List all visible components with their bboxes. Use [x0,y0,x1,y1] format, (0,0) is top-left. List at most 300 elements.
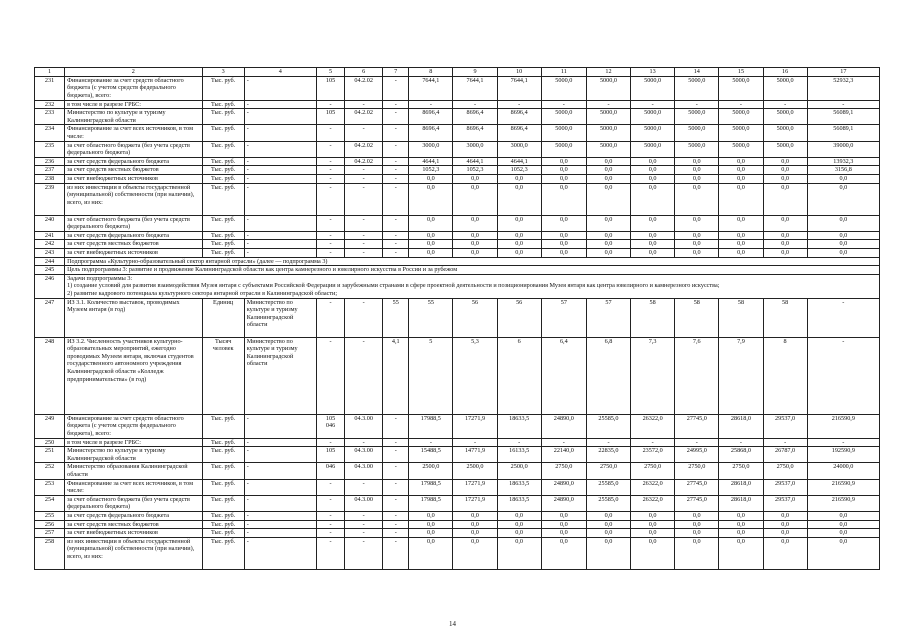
table-cell: 0,0 [631,231,675,240]
table-cell: 23572,0 [631,447,675,463]
table-cell: 0,0 [719,174,763,183]
table-cell: 26322,0 [631,414,675,438]
table-cell: в том числе в разрезе ГРБС: [65,100,202,109]
table-cell: 04.3.00 [345,495,383,511]
column-number: 1 [35,68,65,77]
table-cell: Тыс. руб. [202,125,244,141]
table-cell: 58 [631,298,675,337]
table-cell: 0,0 [631,166,675,175]
table-cell: 248 [35,337,65,414]
table-cell: 0,0 [497,529,541,538]
table-cell: - [244,166,316,175]
column-number: 9 [453,68,497,77]
table-cell: 240 [35,215,65,231]
table-cell: 18633,5 [497,495,541,511]
table-cell: 216590,9 [807,495,879,511]
table-cell: - [316,125,344,141]
table-cell: - [675,438,719,447]
table-cell: - [316,529,344,538]
table-cell: 0,0 [719,183,763,215]
table-cell: 0,0 [586,231,630,240]
table-cell: 0,0 [719,166,763,175]
table-cell: - [345,529,383,538]
table-cell: 238 [35,174,65,183]
table-cell: 0,0 [763,166,807,175]
table-cell: 105 [316,109,344,125]
subprogram-row [35,257,880,266]
table-cell: 5000,0 [675,125,719,141]
table-cell: 22835,0 [586,447,630,463]
table-cell: 28618,0 [719,479,763,495]
table-cell: 0,0 [409,512,453,521]
table-cell: 2750,0 [675,463,719,479]
table-cell: - [316,298,344,337]
table-cell: 0,0 [719,157,763,166]
table-row [35,166,880,175]
table-cell: 0,0 [675,529,719,538]
table-cell: 6,4 [541,337,586,414]
table-cell: 17271,9 [453,479,497,495]
column-number: 12 [586,68,630,77]
table-cell: - [244,157,316,166]
table-cell: Финансирование за счет средств областного бюджета (с учетом средств федерального бюджета), всего: [65,414,202,438]
column-number: 10 [497,68,541,77]
table-cell: - [345,520,383,529]
table-cell: 26322,0 [631,495,675,511]
table-cell: 0,0 [453,174,497,183]
table-cell: 257 [35,529,65,538]
table-cell: 0,0 [631,215,675,231]
table-cell: 216590,9 [807,414,879,438]
table-cell: Тыс. руб. [202,438,244,447]
table-cell: 0,0 [453,512,497,521]
table-cell: - [383,157,409,166]
table-cell: 0,0 [541,166,586,175]
table-cell: 5,3 [453,337,497,414]
section-text [65,274,880,298]
table-cell: 0,0 [675,248,719,257]
table-cell: 2500,0 [453,463,497,479]
table-cell: 0,0 [586,537,630,569]
table-cell: 17271,9 [453,495,497,511]
table-cell: - [345,298,383,337]
table-cell: Финансирование за счет средств областного бюджета (с учетом средств федерального бюджета), всего: [65,76,202,100]
table-cell: 0,0 [807,240,879,249]
table-cell: 0,0 [763,512,807,521]
table-cell: 253 [35,479,65,495]
table-cell: 7,9 [719,337,763,414]
table-cell: - [409,100,453,109]
table-row [35,512,880,521]
table-cell: - [316,520,344,529]
table-cell: - [316,479,344,495]
table-cell: Тыс. руб. [202,183,244,215]
table-cell: - [719,100,763,109]
table-cell: в том числе в разрезе ГРБС: [65,438,202,447]
table-cell: - [383,520,409,529]
table-cell: 0,0 [675,512,719,521]
table-cell: - [383,240,409,249]
table-cell: Министерство по культуре и туризму Калининградской области [65,109,202,125]
table-cell: 0,0 [719,240,763,249]
table-cell: 105 046 [316,414,344,438]
table-cell: за счет средств федерального бюджета [65,512,202,521]
table-cell: за счет областного бюджета (без учета средств федерального бюджета) [65,495,202,511]
table-cell: 0,0 [807,248,879,257]
table-cell: 13932,3 [807,157,879,166]
table-cell: Тыс. руб. [202,495,244,511]
table-cell: 0,0 [807,183,879,215]
table-cell: - [497,438,541,447]
table-cell: 2750,0 [719,463,763,479]
table-cell: - [244,100,316,109]
table-row [35,463,880,479]
table-cell: 231 [35,76,65,100]
column-number: 14 [675,68,719,77]
table-cell: 0,0 [719,215,763,231]
table-cell: 243 [35,248,65,257]
table-cell: - [244,537,316,569]
table-cell: 7,3 [631,337,675,414]
table-cell: 57 [541,298,586,337]
table-cell: 0,0 [719,231,763,240]
table-cell: 3000,0 [453,141,497,157]
table-cell: 0,0 [453,520,497,529]
table-cell: 5000,0 [541,141,586,157]
table-cell: 0,0 [453,537,497,569]
table-cell: - [316,100,344,109]
table-cell: 16133,5 [497,447,541,463]
column-number: 13 [631,68,675,77]
table-cell: - [807,298,879,337]
table-cell: Тыс. руб. [202,166,244,175]
table-cell: из них инвестиции в объекты государственной (муниципальной) собственности (при наличии), всего, из них: [65,183,202,215]
table-cell: 04.2.02 [345,141,383,157]
table-cell: 0,0 [497,512,541,521]
table-cell: 105 [316,447,344,463]
table-cell: - [345,215,383,231]
table-cell: 255 [35,512,65,521]
table-cell: 0,0 [409,520,453,529]
table-cell: 5000,0 [675,109,719,125]
table-cell: 0,0 [541,520,586,529]
table-cell: за счет средств федерального бюджета [65,231,202,240]
table-cell: 04.3.00 [345,414,383,438]
table-cell: - [383,248,409,257]
table-cell: - [345,100,383,109]
table-cell: - [244,76,316,100]
table-cell: - [383,141,409,157]
table-cell: Тыс. руб. [202,174,244,183]
table-cell: 0,0 [409,231,453,240]
column-number: 17 [807,68,879,77]
table-cell: 0,0 [675,231,719,240]
table-cell: Единиц [202,298,244,337]
table-cell: 18633,5 [497,479,541,495]
table-cell: 8696,4 [409,125,453,141]
row-number: 245 [35,266,65,275]
table-cell: 254 [35,495,65,511]
table-cell: 5000,0 [719,125,763,141]
table-cell: - [586,100,630,109]
table-cell: 2750,0 [763,463,807,479]
table-cell: 5000,0 [586,141,630,157]
table-cell: 24890,0 [541,479,586,495]
table-cell: Тыс. руб. [202,463,244,479]
table-cell: 249 [35,414,65,438]
table-cell: 0,0 [586,215,630,231]
table-cell: 235 [35,141,65,157]
table-cell: 8696,4 [453,125,497,141]
table-cell: 58 [763,298,807,337]
table-cell: 0,0 [631,512,675,521]
table-cell: 0,0 [409,529,453,538]
table-cell: 1052,3 [409,166,453,175]
table-cell: 27745,0 [675,479,719,495]
table-cell: за счет средств местных бюджетов [65,240,202,249]
table-cell: 27745,0 [675,495,719,511]
table-cell: за счет областного бюджета (без учета средств федерального бюджета) [65,215,202,231]
table-cell: 0,0 [541,183,586,215]
table-cell: 0,0 [541,231,586,240]
table-cell: - [244,125,316,141]
table-cell: 0,0 [675,174,719,183]
table-cell: 0,0 [453,240,497,249]
table-row [35,141,880,157]
table-cell: - [807,100,879,109]
column-number: 3 [202,68,244,77]
table-cell: 236 [35,157,65,166]
table-cell: 2500,0 [409,463,453,479]
table-cell: - [345,438,383,447]
table-cell: 5000,0 [763,76,807,100]
table-cell: - [409,438,453,447]
table-cell: 0,0 [763,157,807,166]
table-cell: 24890,0 [541,414,586,438]
table-cell: 0,0 [497,183,541,215]
table-cell: 0,0 [409,174,453,183]
table-cell: 7,6 [675,337,719,414]
table-cell: - [316,337,344,414]
table-cell: - [316,141,344,157]
table-cell: 29537,0 [763,479,807,495]
table-cell: - [244,174,316,183]
table-row [35,438,880,447]
table-cell: 17271,9 [453,414,497,438]
table-cell: Тыс. руб. [202,520,244,529]
table-cell: - [383,495,409,511]
table-cell: 24000,0 [807,463,879,479]
table-cell: 0,0 [541,537,586,569]
table-cell: 5000,0 [631,141,675,157]
table-cell: 0,0 [586,248,630,257]
table-cell: Тыс. руб. [202,141,244,157]
table-cell: - [316,495,344,511]
table-cell: 29537,0 [763,495,807,511]
table-cell: - [383,438,409,447]
table-cell: 046 [316,463,344,479]
column-number: 8 [409,68,453,77]
page-number: 14 [449,620,456,628]
table-cell: - [383,529,409,538]
table-row [35,183,880,215]
table-cell: 0,0 [586,157,630,166]
table-cell: 24890,0 [541,495,586,511]
table-cell: 5000,0 [631,76,675,100]
table-cell: 0,0 [631,529,675,538]
indicator-row [35,337,880,414]
table-cell: 29537,0 [763,414,807,438]
table-row [35,76,880,100]
document-sheet [34,67,880,570]
table-cell: 55 [383,298,409,337]
table-cell: 0,0 [586,183,630,215]
table-cell: - [383,447,409,463]
table-cell: 5000,0 [631,125,675,141]
table-cell: 0,0 [541,529,586,538]
table-row [35,537,880,569]
table-cell: 8696,4 [453,109,497,125]
table-cell: 0,0 [497,537,541,569]
table-cell: 8696,4 [409,109,453,125]
table-cell: 0,0 [675,240,719,249]
table-cell: 3000,0 [409,141,453,157]
table-cell: 0,0 [453,183,497,215]
table-cell: Тыс. руб. [202,529,244,538]
table-cell: - [316,183,344,215]
table-cell: Финансирование за счет всех источников, в том числе: [65,125,202,141]
table-cell: 242 [35,240,65,249]
table-cell: 251 [35,447,65,463]
table-cell: 0,0 [631,174,675,183]
table-cell: 6 [497,337,541,414]
table-cell: 5000,0 [541,76,586,100]
table-cell: 0,0 [497,240,541,249]
table-cell: 0,0 [541,512,586,521]
table-cell: 0,0 [541,157,586,166]
table-cell: - [345,479,383,495]
table-cell: Тыс. руб. [202,109,244,125]
table-cell: - [383,537,409,569]
table-cell: 0,0 [763,537,807,569]
table-cell: 0,0 [763,248,807,257]
table-cell: 7644,1 [497,76,541,100]
table-cell: - [383,479,409,495]
table-cell: - [244,479,316,495]
table-cell: за счет внебюджетных источников [65,248,202,257]
table-cell: Министерство по культуре и туризму Калининградской области [244,337,316,414]
table-cell: - [244,414,316,438]
table-row [35,125,880,141]
table-cell: - [244,438,316,447]
section-text [65,257,880,266]
table-cell: 04.2.02 [345,76,383,100]
table-cell: 0,0 [631,520,675,529]
table-cell: 6,8 [586,337,630,414]
table-cell: 55 [409,298,453,337]
table-cell: Тыс. руб. [202,414,244,438]
table-cell: 3156,8 [807,166,879,175]
column-number: 16 [763,68,807,77]
table-cell: 4,1 [383,337,409,414]
table-cell: 58 [675,298,719,337]
table-cell: - [244,183,316,215]
table-cell: - [244,529,316,538]
table-cell: - [316,537,344,569]
indicator-row [35,298,880,337]
table-cell: 0,0 [497,248,541,257]
table-cell: 232 [35,100,65,109]
table-cell: 0,0 [586,529,630,538]
table-cell: - [383,512,409,521]
table-cell: 2750,0 [631,463,675,479]
table-cell: - [345,166,383,175]
table-cell: 7644,1 [453,76,497,100]
table-cell: 0,0 [763,240,807,249]
table-cell: 7644,1 [409,76,453,100]
table-cell: Тыс. руб. [202,447,244,463]
row-number: 246 [35,274,65,298]
table-cell: - [244,463,316,479]
table-cell: 25585,0 [586,414,630,438]
table-cell: 192590,9 [807,447,879,463]
table-cell: 0,0 [453,231,497,240]
table-cell: Тыс. руб. [202,76,244,100]
table-cell: 18633,5 [497,414,541,438]
table-cell: 0,0 [409,248,453,257]
table-cell: - [807,438,879,447]
table-cell: 5000,0 [541,109,586,125]
table-cell: 258 [35,537,65,569]
table-row [35,520,880,529]
table-cell: 4644,1 [497,157,541,166]
row-number: 244 [35,257,65,266]
table-cell: 26787,0 [763,447,807,463]
table-cell: - [316,166,344,175]
table-row [35,240,880,249]
column-number: 4 [244,68,316,77]
table-cell: Министерство по культуре и туризму Калининградской области [244,298,316,337]
table-cell: 24995,0 [675,447,719,463]
table-cell: Тыс. руб. [202,100,244,109]
table-cell: 52932,3 [807,76,879,100]
table-cell: 0,0 [763,215,807,231]
table-cell: - [345,231,383,240]
table-cell: - [383,414,409,438]
table-cell: - [316,240,344,249]
column-number: 5 [316,68,344,77]
table-cell: Тыс. руб. [202,215,244,231]
table-cell: 26322,0 [631,479,675,495]
table-cell: 8 [763,337,807,414]
table-cell: 0,0 [719,529,763,538]
table-cell: 04.2.02 [345,109,383,125]
table-cell: 5000,0 [719,109,763,125]
table-cell: 0,0 [541,174,586,183]
table-cell: 0,0 [675,157,719,166]
table-cell: - [541,100,586,109]
table-cell: 0,0 [453,248,497,257]
table-cell: 250 [35,438,65,447]
table-cell: 57 [586,298,630,337]
table-cell: - [244,231,316,240]
table-cell: - [345,183,383,215]
table-cell: - [383,231,409,240]
table-cell: Тыс. руб. [202,537,244,569]
table-cell: Тыс. руб. [202,157,244,166]
table-cell: 0,0 [453,529,497,538]
table-cell: - [244,240,316,249]
